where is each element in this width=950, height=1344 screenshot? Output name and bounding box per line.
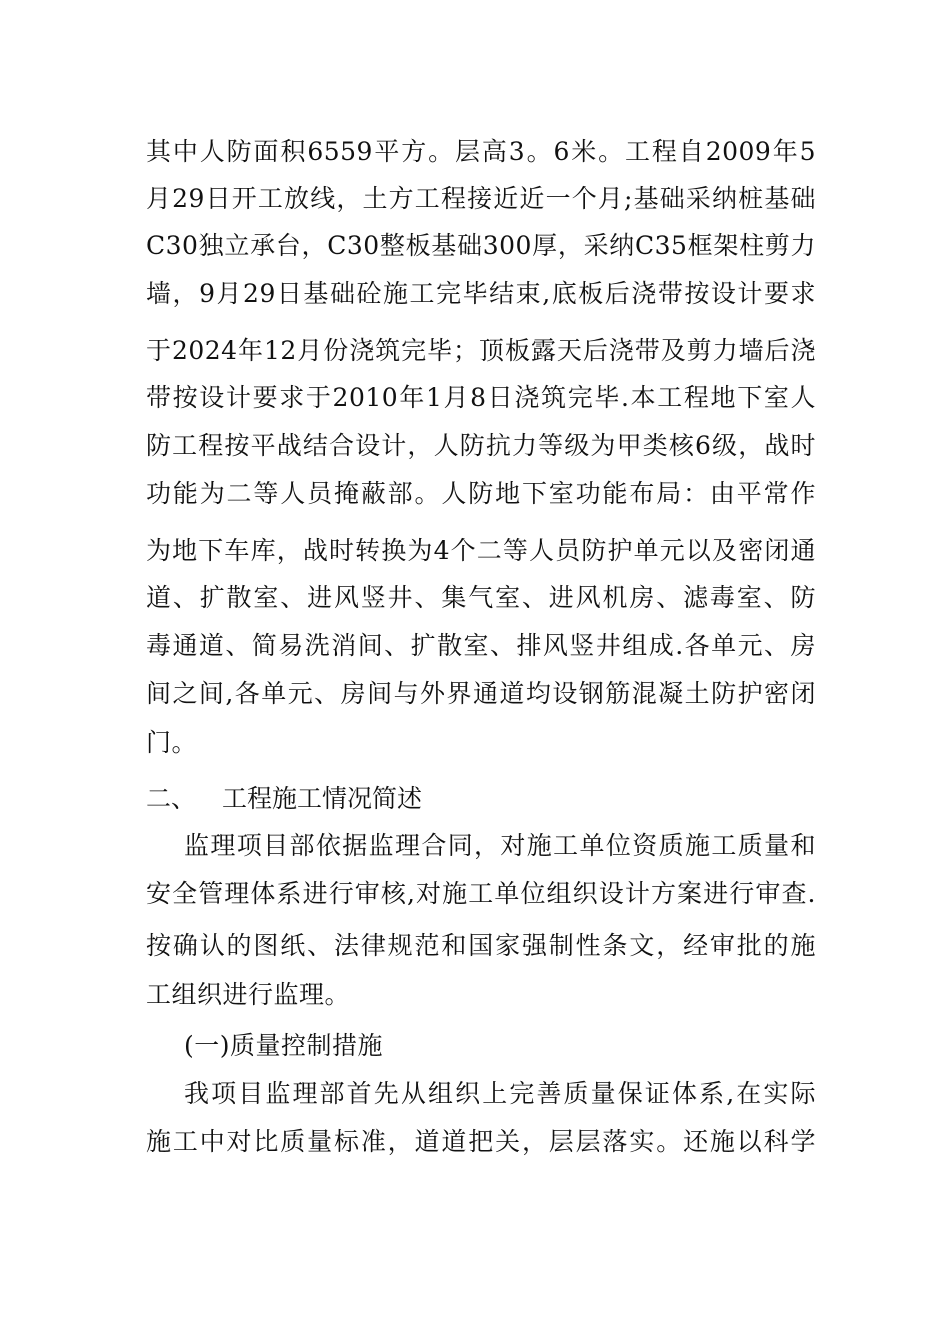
paragraph1-line-4: 墙，9月29日基础砼施工完毕结束,底板后浇带按设计要求 — [146, 279, 816, 308]
paragraph1-line-11: 毒通道、简易洗消间、扩散室、排风竖井组成.各单元、房 — [146, 631, 816, 660]
paragraph1-line-13: 门。 — [146, 728, 198, 757]
paragraph1-line-6: 带按设计要求于2010年1月8日浇筑完毕.本工程地下室人 — [146, 383, 816, 412]
paragraph1-line-12: 间之间,各单元、房间与外界通道均设钢筋混凝土防护密闭 — [146, 679, 816, 708]
paragraph2-line-3: 按确认的图纸、法律规范和国家强制性条文，经审批的施 — [146, 931, 816, 960]
paragraph1-line-7: 防工程按平战结合设计，人防抗力等级为甲类核6级，战时 — [146, 431, 816, 460]
subsection-heading: (一)质量控制措施 — [184, 1031, 384, 1060]
paragraph2-line-2: 安全管理体系进行审核,对施工单位组织设计方案进行审查. — [146, 879, 816, 908]
section-heading — [146, 784, 422, 814]
section-number: 二、 — [146, 784, 197, 813]
paragraph2-line-4: 工组织进行监理。 — [146, 980, 351, 1009]
paragraph1-line-8: 功能为二等人员掩蔽部。人防地下室功能布局：由平常作 — [146, 479, 816, 508]
paragraph1-line-3: C30独立承台，C30整板基础300厚，采纳C35框架柱剪力 — [146, 231, 816, 260]
paragraph1-line-2: 月29日开工放线，土方工程接近近一个月;基础采纳桩基础 — [146, 184, 816, 213]
paragraph1-line-5: 于2024年12月份浇筑完毕；顶板露天后浇带及剪力墙后浇 — [146, 336, 816, 365]
paragraph3-line-2: 施工中对比质量标准，道道把关，层层落实。还施以科学 — [146, 1127, 816, 1156]
paragraph1-line-9: 为地下车库，战时转换为4个二等人员防护单元以及密闭通 — [146, 536, 816, 565]
paragraph3-line-1: 我项目监理部首先从组织上完善质量保证体系,在实际 — [184, 1079, 816, 1108]
paragraph1-line-1: 其中人防面积6559平方。层高3。6米。工程自2009年5 — [146, 137, 816, 166]
section-title: 工程施工情况简述 — [222, 784, 423, 813]
paragraph1-line-10: 道、扩散室、进风竖井、集气室、进风机房、滤毒室、防 — [146, 583, 816, 612]
paragraph2-line-1: 监理项目部依据监理合同，对施工单位资质施工质量和 — [184, 831, 816, 860]
